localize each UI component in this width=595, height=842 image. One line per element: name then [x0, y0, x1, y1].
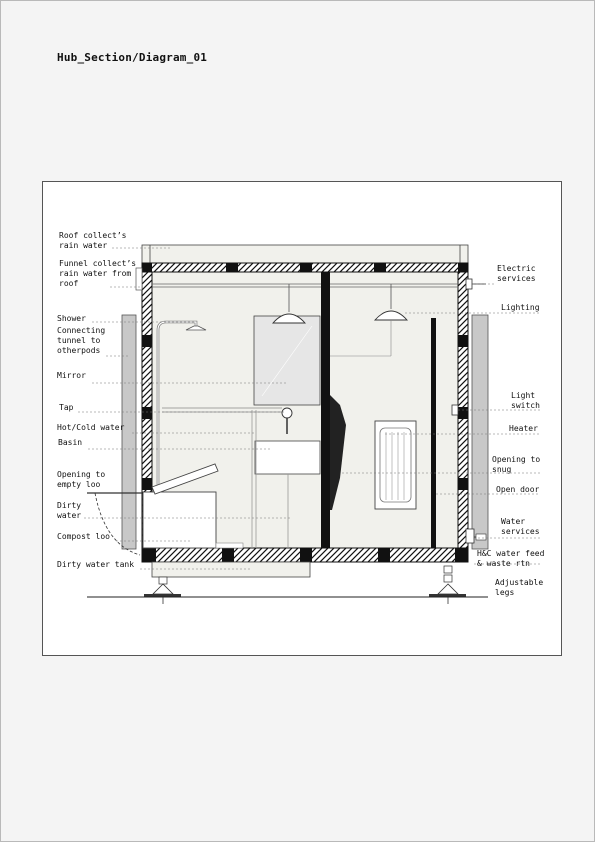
water-services-box — [466, 529, 474, 543]
label-hot-cold-water: Hot/Cold water — [57, 423, 125, 432]
roof-parapet — [142, 245, 468, 263]
adjustable-leg-right — [429, 566, 466, 604]
label-lighting: Lighting — [501, 303, 540, 312]
adjustable-leg-left — [144, 577, 181, 604]
light-switch — [452, 405, 458, 415]
label-dirty-water: Dirty water — [57, 501, 82, 520]
door-post — [431, 318, 436, 548]
label-opening-empty-loo: Opening to empty loo — [57, 470, 106, 489]
basin — [255, 441, 320, 474]
electric-box — [466, 279, 472, 289]
label-adjustable-legs: Adjustable legs — [495, 578, 544, 597]
label-light-switch: Light switch — [511, 391, 540, 410]
label-heater: Heater — [509, 424, 538, 433]
tap-gauge — [282, 408, 292, 418]
snug-panel-right — [472, 315, 488, 549]
dirty-water-tank — [152, 562, 310, 577]
central-partition — [321, 272, 330, 548]
label-connecting-tunnel: Connecting tunnel to otherpods — [57, 326, 106, 355]
label-tap: Tap — [59, 403, 74, 412]
label-water-services: Water services — [501, 517, 540, 536]
label-funnel-collect: Funnel collect’s rain water from roof — [59, 259, 137, 288]
compost-loo — [143, 492, 216, 548]
label-shower: Shower — [57, 314, 86, 323]
label-electric-services: Electric services — [497, 264, 536, 283]
label-basin: Basin — [58, 438, 83, 447]
label-dirty-water-tank: Dirty water tank — [57, 560, 135, 569]
label-compost-loo: Compost loo — [57, 532, 110, 541]
label-hc-water-feed: H&C water feed & waste rtn — [477, 549, 545, 568]
label-opening-snug: Opening to snug — [492, 455, 541, 474]
label-roof-collect: Roof collect’s rain water — [59, 231, 127, 250]
label-open-door: Open door — [496, 485, 540, 494]
diagram-title: Hub_Section/Diagram_01 — [57, 51, 208, 64]
label-mirror: Mirror — [57, 371, 86, 380]
